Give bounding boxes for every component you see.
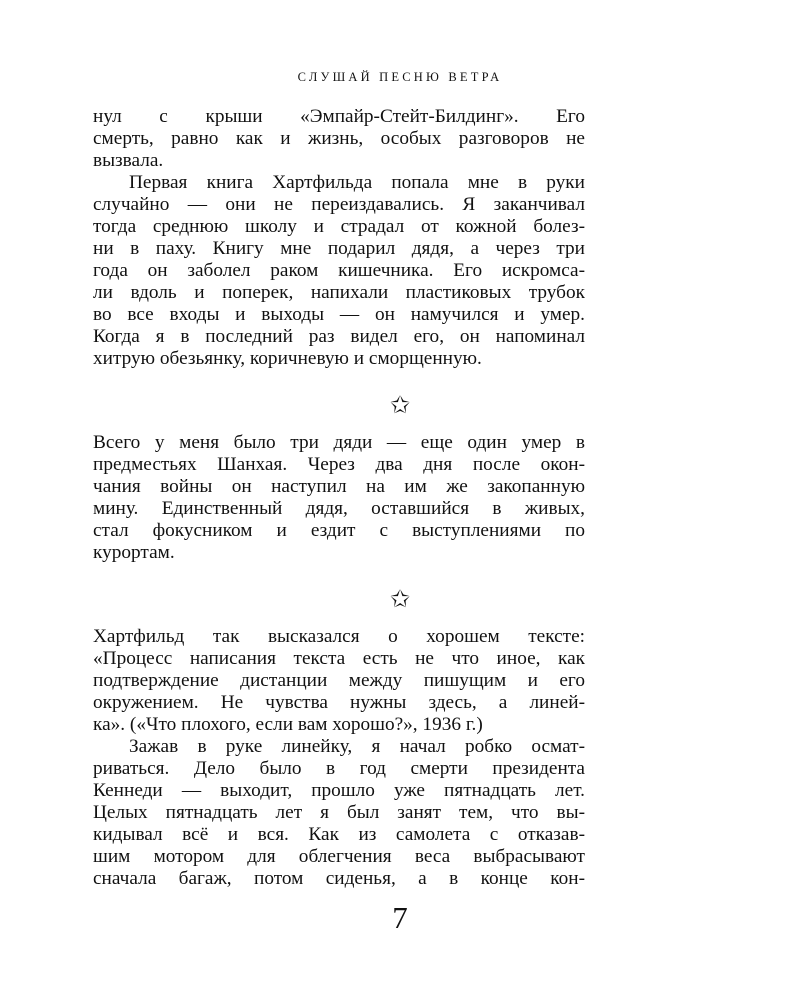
text-line: во все входы и выходы — он намучился и умер. — [93, 304, 585, 325]
text-line: кидывал всё и вся. Как из самолета с отказав- — [93, 824, 585, 845]
text-line: ли вдоль и поперек, напихали пластиковых трубок — [93, 282, 585, 303]
text-line: сначала багаж, потом сиденья, а в конце кон- — [93, 868, 585, 889]
text-line: чания войны он наступил на им же закопанную — [93, 476, 585, 497]
text-line: окружением. Не чувства нужны здесь, а линей- — [93, 692, 585, 713]
text-line: Хартфильд так высказался о хорошем тексте: — [93, 626, 585, 647]
text-line: смерть, равно как и жизнь, особых разговоров не — [93, 128, 585, 149]
page-number: 7 — [392, 900, 408, 935]
text-line: Кеннеди — выходит, прошло уже пятнадцать лет. — [93, 780, 585, 801]
running-head: СЛУШАЙ ПЕСНЮ ВЕТРА — [297, 70, 503, 84]
text-line: мину. Единственный дядя, оставшийся в живых, — [93, 498, 585, 519]
section-3-text — [93, 626, 585, 890]
text-line: нул с крыши «Эмпайр-Стейт-Билдинг». Его — [93, 106, 585, 127]
text-line: Первая книга Хартфильда попала мне в руки — [129, 172, 585, 193]
text-line: случайно — они не переиздавались. Я заканчивал — [93, 194, 585, 215]
text-line: шим мотором для облегчения веса выбрасывают — [93, 846, 585, 867]
section-2-text — [93, 432, 585, 564]
text-line: стал фокусником и ездит с выступлениями по — [93, 520, 585, 541]
text-line: подтверждение дистанции между пишущим и его — [93, 670, 585, 691]
section-1-text — [93, 106, 585, 370]
text-line: вызвала. — [93, 150, 164, 171]
text-line: ни в паху. Книгу мне подарил дядя, а через три — [93, 238, 585, 259]
section-separator-star-icon: ✩ — [389, 585, 411, 613]
text-line: курортам. — [93, 542, 175, 563]
text-line: года он заболел раком кишечника. Его искромса- — [93, 260, 585, 281]
text-line: Всего у меня было три дяди — еще один умер в — [93, 432, 585, 453]
text-line: ка». («Что плохого, если вам хорошо?», 1936 г.) — [93, 714, 483, 735]
text-line: Зажав в руке линейку, я начал робко осмат- — [129, 736, 585, 757]
text-line: хитрую обезьянку, коричневую и сморщенную. — [93, 348, 482, 369]
text-line: предместьях Шанхая. Через два дня после окон- — [93, 454, 585, 475]
text-line: Целых пятнадцать лет я был занят тем, что вы- — [93, 802, 585, 823]
section-separator-star-icon: ✩ — [389, 391, 411, 419]
text-line: тогда среднюю школу и страдал от кожной болез- — [93, 216, 585, 237]
text-line: «Процесс написания текста есть не что иное, как — [93, 648, 585, 669]
text-line: риваться. Дело было в год смерти президента — [93, 758, 585, 779]
text-line: Когда я в последний раз видел его, он напоминал — [93, 326, 585, 347]
